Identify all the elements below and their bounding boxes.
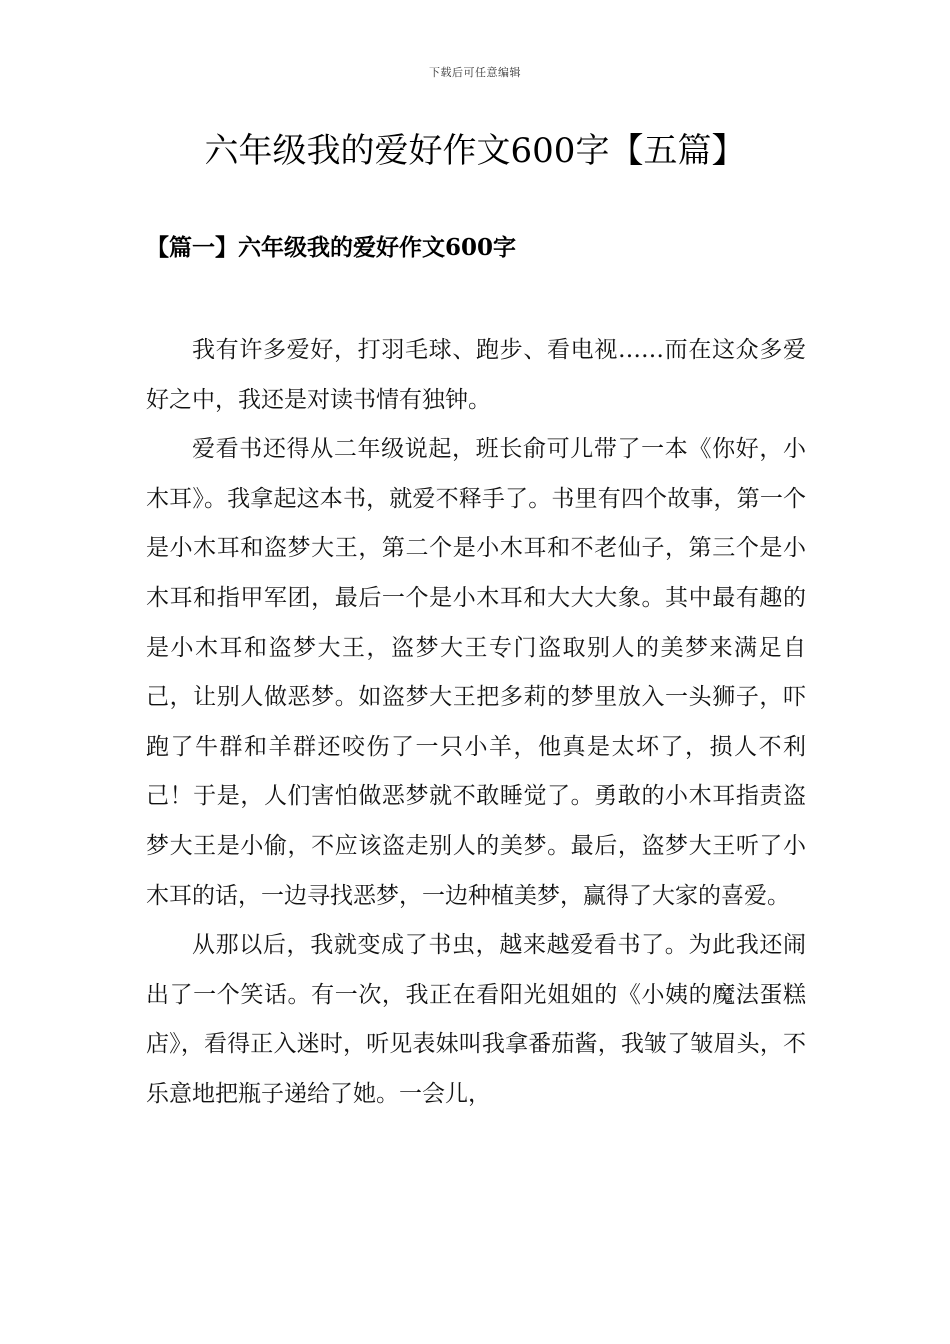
paragraph: 爱看书还得从二年级说起，班长俞可儿带了一本《你好，小木耳》。我拿起这本书，就爱不释手了。书里有四个故事，第一个是小木耳和盗梦大王，第二个是小木耳和不老仙子，第三个是小木耳和指甲军团，最后一个是小木耳和大大大象。其中最有趣的是小木耳和盗梦大王，盗梦大王专门盗取别人的美梦来满足自己，让别人做恶梦。如盗梦大王把多莉的梦里放入一头狮子，吓跑了牛群和羊群还咬伤了一只小羊，他真是太坏了，损人不利己！于是，人们害怕做恶梦就不敢睡觉了。勇敢的小木耳指责盗梦大王是小偷，不应该盗走别人的美梦。最后，盗梦大王听了小木耳的话，一边寻找恶梦，一边种植美梦，赢得了大家的喜爱。 xyxy=(146,436,806,909)
paragraph: 从那以后，我就变成了书虫，越来越爱看书了。为此我还闹出了一个笑话。有一次，我正在看阳光姐姐的《小姨的魔法蛋糕店》，看得正入迷时，听见表妹叫我拿番茄酱，我皱了皱眉头，不乐意地把瓶子递给了她。一会儿， xyxy=(146,932,806,1107)
header-note: 下载后可任意编辑 xyxy=(429,66,521,79)
section-heading: 【篇一】六年级我的爱好作文600字 xyxy=(146,234,517,261)
document-title: 六年级我的爱好作文600字【五篇】 xyxy=(204,131,746,171)
article-body xyxy=(146,326,806,1120)
paragraph: 我有许多爱好，打羽毛球、跑步、看电视……而在这众多爱好之中，我还是对读书情有独钟。 xyxy=(146,337,806,413)
